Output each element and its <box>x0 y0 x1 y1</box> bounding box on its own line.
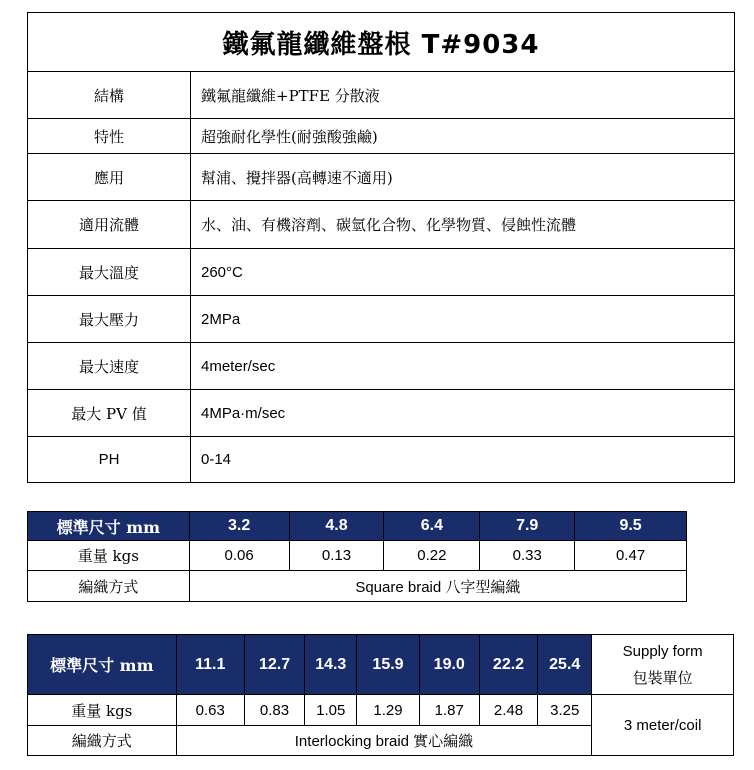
spec-value: 幫浦、攪拌器(高轉速不適用) <box>191 154 735 201</box>
size-header: 9.5 <box>575 512 687 541</box>
weight-value: 0.22 <box>384 541 480 571</box>
spec-label: 最大速度 <box>28 343 191 390</box>
weight-value: 0.33 <box>480 541 575 571</box>
weight-value: 1.87 <box>419 695 479 726</box>
page-title: 鐵氟龍纖維盤根 T#9034 <box>28 13 735 72</box>
spec-label: 結構 <box>28 72 191 119</box>
spec-label: 應用 <box>28 154 191 201</box>
weight-value: 0.06 <box>189 541 289 571</box>
size-header: 7.9 <box>480 512 575 541</box>
size-header: 4.8 <box>289 512 384 541</box>
spec-value: 4meter/sec <box>191 343 735 390</box>
spec-row <box>28 72 735 119</box>
supply-form-zh: 包裝單位 <box>632 668 693 687</box>
size-header: 25.4 <box>538 635 592 695</box>
spec-row <box>28 296 735 343</box>
size-header: 19.0 <box>419 635 479 695</box>
spec-row <box>28 119 735 154</box>
spec-value: 4MPa·m/sec <box>191 390 735 437</box>
spec-label: 最大溫度 <box>28 249 191 296</box>
braid-label: 編織方式 <box>28 726 177 756</box>
size-header: 14.3 <box>305 635 357 695</box>
weight-value: 1.29 <box>357 695 419 726</box>
weight-value: 0.83 <box>244 695 304 726</box>
spec-label: PH <box>28 437 191 483</box>
spec-value: 260°C <box>191 249 735 296</box>
spec-value: 2MPa <box>191 296 735 343</box>
square-braid-table <box>27 511 687 602</box>
size-header: 12.7 <box>244 635 304 695</box>
spec-value: 鐵氟龍纖維+PTFE 分散液 <box>191 72 735 119</box>
spec-value: 0-14 <box>191 437 735 483</box>
spec-value: 水、油、有機溶劑、碳氫化合物、化學物質、侵蝕性流體 <box>191 201 735 249</box>
spec-label: 特性 <box>28 119 191 154</box>
interlocking-braid-table <box>27 634 734 756</box>
braid-label: 編織方式 <box>28 571 190 602</box>
braid-value: Square braid 八字型編織 <box>189 571 686 602</box>
spec-row <box>28 390 735 437</box>
spec-label: 最大 PV 值 <box>28 390 191 437</box>
size-header: 3.2 <box>189 512 289 541</box>
spec-row <box>28 249 735 296</box>
size-header-label: 標準尺寸 mm <box>28 512 190 541</box>
weight-label: 重量 kgs <box>28 695 177 726</box>
weight-value: 0.47 <box>575 541 687 571</box>
supply-form-value: 3 meter/coil <box>592 695 734 756</box>
spec-value: 超強耐化學性(耐強酸強鹼) <box>191 119 735 154</box>
spec-row <box>28 437 735 483</box>
size-header-label: 標準尺寸 mm <box>28 635 177 695</box>
spec-label: 適用流體 <box>28 201 191 249</box>
weight-value: 2.48 <box>479 695 537 726</box>
weight-value: 0.13 <box>289 541 384 571</box>
size-header: 6.4 <box>384 512 480 541</box>
weight-value: 1.05 <box>305 695 357 726</box>
supply-form-header <box>592 635 734 695</box>
spec-row <box>28 154 735 201</box>
braid-value: Interlocking braid 實心編織 <box>176 726 592 756</box>
size-header: 22.2 <box>479 635 537 695</box>
weight-label: 重量 kgs <box>28 541 190 571</box>
spec-label: 最大壓力 <box>28 296 191 343</box>
spec-table <box>27 12 735 483</box>
supply-form-en: Supply form <box>622 642 703 660</box>
size-header: 15.9 <box>357 635 419 695</box>
spec-row <box>28 343 735 390</box>
spec-row <box>28 201 735 249</box>
size-header: 11.1 <box>176 635 244 695</box>
weight-value: 0.63 <box>176 695 244 726</box>
weight-value: 3.25 <box>538 695 592 726</box>
